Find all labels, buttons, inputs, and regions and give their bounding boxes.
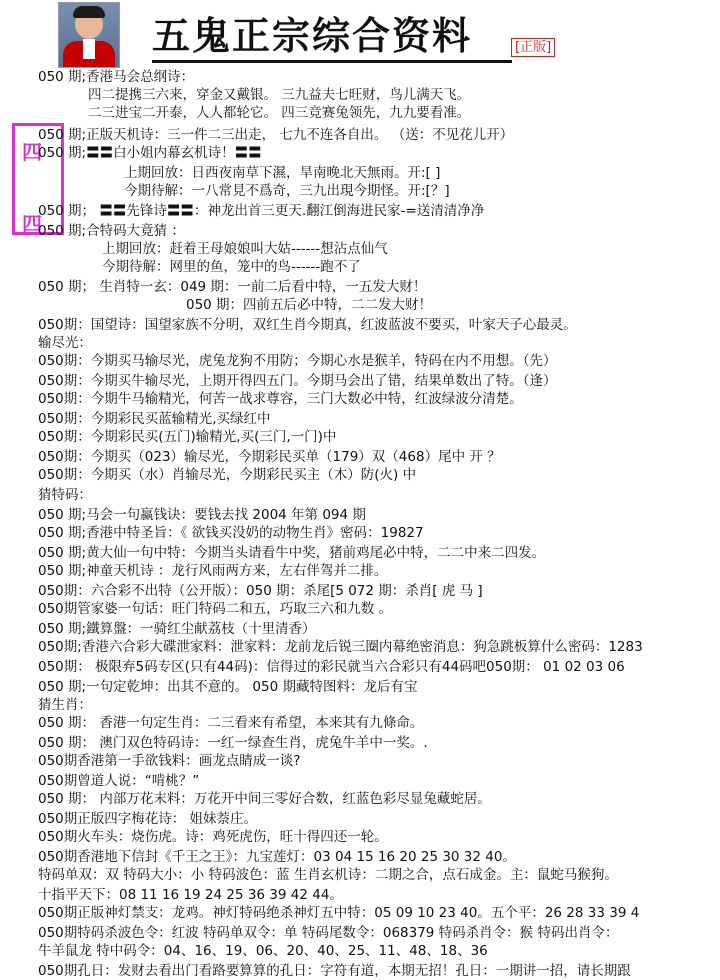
- text-line: 050期正版神灯禁支：龙鸡。神灯特码绝杀神灯五中特：05 09 10 23 40。五个平：26 28 33 39 4: [38, 905, 640, 921]
- text-line: 050 期;黄大仙一句中特：今期当头请看牛中奖，猪前鸡尾必中特，二二中来二四发。: [38, 545, 546, 561]
- text-line: 050 期； 生肖特一玄：049 期：一前二后看中特，一五发大财！: [38, 279, 427, 295]
- text-line: 牛羊鼠龙 特中码令：04、16、19、06、20、40、25、11、48、18、36: [38, 943, 488, 959]
- text-line: 050 期;神童天机诗 ：龙行风雨两方来，左右伴驾并二排。: [38, 563, 388, 579]
- text-line: 050期：今期买牛输尽光，上期开得四五门。今期马会出了错，结果单数出了特。（逢）: [38, 373, 557, 389]
- text-line: 050期： 极限弃5码专区(只有44码)：信得过的彩民就当六合彩只有44码吧050期： 01 02 03 06: [38, 659, 625, 675]
- title-underline: [152, 60, 512, 63]
- text-line: 猜特码：: [38, 487, 92, 503]
- text-line: 050期：今期买（水）肖输尽光，今期彩民买主（木）防(火) 中: [38, 467, 417, 483]
- text-line: 050 期;马会一句赢钱诀：要钱去找 2004 年第 094 期: [38, 507, 366, 523]
- text-line: 四二提携三六来，穿金又戴银。 三九益夫七旺财，鸟儿满天飞。: [88, 87, 471, 103]
- text-line: 050期：今期买马输尽光，虎兔龙狗不用防；今期心水是猴羊，特码在内不用想。（先）: [38, 353, 557, 369]
- text-line: 050期：今期彩民买蓝输精光,买绿红中: [38, 411, 271, 427]
- text-line: 十指平天下：08 11 16 19 24 25 36 39 42 44。: [38, 887, 343, 903]
- text-line: 050期火车头：烧伤虎。诗：鸡死虎伤，旺十得四还一轮。: [38, 829, 388, 845]
- text-line: 050期：今期彩民买(五门)输精光,买(三门,一门)中: [38, 429, 337, 445]
- text-line: 050期：今期买（023）输尽光，今期彩民买单（179）双（468）尾中 开 ？: [38, 449, 501, 465]
- text-line: 输尽光：: [38, 335, 92, 351]
- text-line: 050期特码杀波色令：红波 特码单双令：单 特码尾数令：068379 特码杀肖令：猴 特码出肖令：: [38, 925, 619, 941]
- text-line: 今期待解：网里的鱼，笼中的鸟------跑不了: [102, 259, 361, 275]
- text-line: 050期香港第一手欲钱料：画龙点睛成一谈?: [38, 753, 301, 769]
- text-line: 050 期： 内部万花末料：万花开中间三零好合数，红蓝色彩尽显兔藏蛇居。: [38, 791, 491, 807]
- text-line: 050 期： 香港一句定生肖：二三看来有希望，本来其有九條命。: [38, 715, 424, 731]
- text-line: 050 期;香港中特圣旨：《 欲钱买没奶的动物生肖》密码：19827: [38, 525, 424, 541]
- text-line: 050 期： 澳门双色特码诗：一红一绿查生肖，虎兔牛羊中一奖。.: [38, 735, 428, 751]
- text-line: 050 期;正版天机诗：三一件二三出走， 七九不连各自出。 （送：不见花儿开）: [38, 127, 514, 143]
- text-line: 050 期;鐵算盤：一骑红尘献荔枝（十里清香）: [38, 621, 316, 637]
- text-line: 050期：国望诗：国望家族不分明，双红生肖今期真，红波蓝波不要买，叶家天子心最灵。: [38, 317, 577, 333]
- text-line: 050 期;合特码大竟猜 ：: [38, 223, 185, 239]
- text-line: 二三进宝二开泰，人人都轮它。 四三竞赛兔领先，九九要看准。: [88, 105, 471, 121]
- text-line: 050期正版四字梅花诗： 姐妹萘庄。: [38, 811, 258, 827]
- text-line: 050期：六合彩不出特（公开版）：050 期：杀尾[5 072 期：杀肖[ 虎 马 ]: [38, 583, 483, 599]
- edition-badge: [正版]: [511, 38, 555, 57]
- text-line: 050期管家婆一句话：旺门特码二和五，巧取三六和九数 。: [38, 601, 393, 617]
- text-line: 上期回放：赶着王母娘娘叫大姑------想沾点仙气: [102, 241, 388, 257]
- text-line: 050期：今期牛马输精光，何苦一战求尊容，三门大数必中特，红波绿波分清楚。: [38, 391, 523, 407]
- text-line: 050 期：四前五后必中特，二二发大财！: [186, 297, 433, 313]
- text-line: 上期回放：日西夜南草下濕，旱南晚北天無雨。开:[ ]: [124, 165, 441, 181]
- text-line: 050期;香港六合彩大碟泄家料：泄家料：龙前龙后锐三圈内幕绝密消息：狗急跳板算什么密码：1283: [38, 639, 643, 655]
- edition-badge-label: 正版: [520, 40, 547, 55]
- stamp-char: 四: [22, 212, 42, 236]
- text-line: 050 期;〓〓白小姐内幕玄机诗！〓〓: [38, 145, 262, 161]
- text-line: 今期待解：一八常見不爲奇，三九出現今期怪。开:[？]: [124, 183, 450, 199]
- text-line: 050期香港地下信封《千王之王》：九宝莲灯：03 04 15 16 20 25 30 32 40。: [38, 849, 516, 865]
- text-line: 050期孔日：发财去看出门看路要算算的孔日：字符有道，本期无招！孔日：一期讲一招，请长期跟: [38, 963, 631, 979]
- page-title: 五鬼正宗综合资料: [152, 13, 473, 58]
- text-line: 猜生肖：: [38, 697, 92, 713]
- text-line: 050 期;一句定乾坤：出其不意的。 050 期藏特图料：龙后有宝: [38, 679, 418, 695]
- text-line: 050期曾道人说：“啃桃？”: [38, 773, 200, 789]
- text-line: 050 期;香港马会总纲诗：: [38, 69, 195, 85]
- header: [0, 0, 720, 68]
- stamp-char: 四: [22, 140, 42, 164]
- text-line: 特码单双：双 特码大小：小 特码波色：蓝 生肖玄机诗：二期之合，点石成金。主：鼠蛇马猴狗。: [38, 867, 618, 883]
- text-line: 050 期； 〓〓先锋诗〓〓：神龙出首三更天.翻江倒海进民家-=送清清净净: [38, 203, 485, 219]
- portrait-image: [58, 2, 120, 68]
